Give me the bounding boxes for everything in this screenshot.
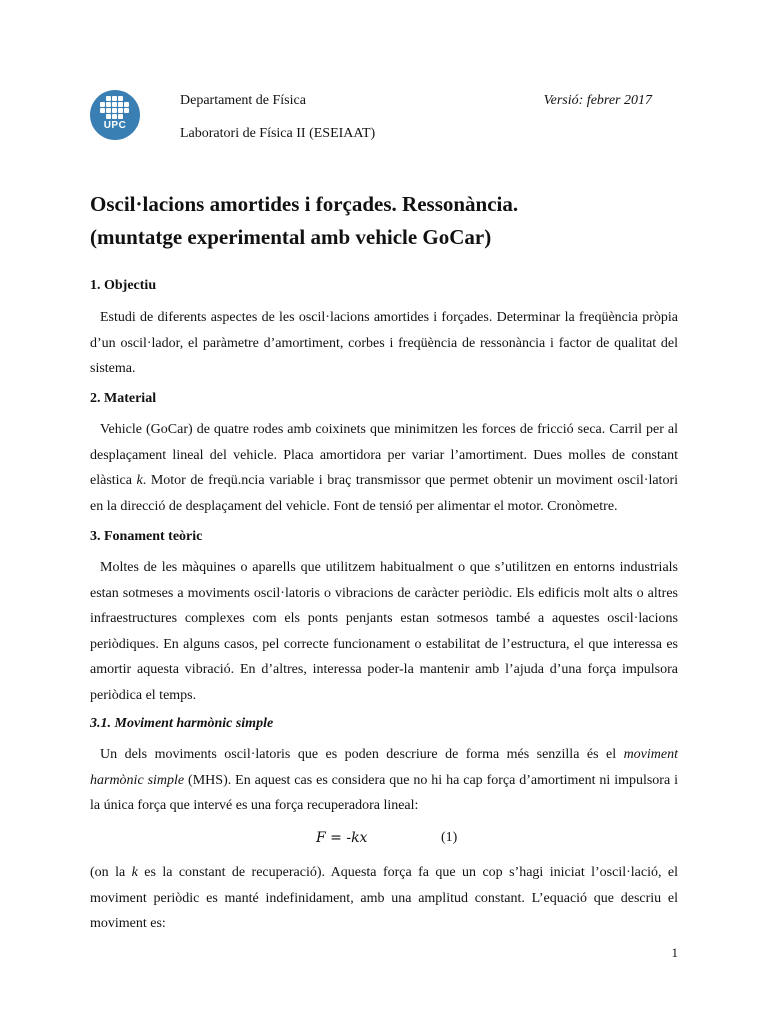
equation-1: F = -kx	[316, 830, 368, 846]
department-name: Departament de Física	[180, 93, 306, 108]
section-3-paragraph: Moltes de les màquines o aparells que utilitzem habitualment o que s’utilitzen en entorns industrials estan sotmeses a moviments oscil·latoris o vibracions de caràcter periòdic. Els edificis molt alts o altres infraestructures complexes com els ponts penjants estan sotmesos també a aquestes oscil·lacions periòdiques. En alguns casos, pel correcte funcionament o estabilitat de l’estructura, el que interessa es amortir aquesta vibració. En d’altres, interessa poder-la mantenir amb l’ajuda d’una força impulsora periòdica el temps.	[90, 560, 678, 703]
after-equation-paragraph: (on la k es la constant de recuperació). Aquesta força fa que un cop s’hagi iniciat l’oscil·lació, el moviment periòdic es manté indefinidament, amb una amplitud constant. L’equació que descriu el moviment es:	[90, 865, 679, 931]
document-title-line1: Oscil·lacions amortides i forçades. Ressonància.	[90, 192, 519, 216]
upc-logo	[90, 90, 140, 140]
equation-number: (1)	[441, 830, 458, 845]
section-1-heading: 1. Objectiu	[90, 278, 157, 293]
version-label: Versió: febrer 2017	[543, 93, 652, 108]
mhs-term: moviment harmònic simple	[90, 747, 678, 788]
logo-dot-grid	[100, 96, 130, 120]
section-2-paragraph: Vehicle (GoCar) de quatre rodes amb coixinets que minimitzen les forces de fricció seca. Carril per al desplaçament lineal del vehicle. Placa amortidora per variar l’amortiment. Dues molles de constant elàstica k. Motor de freqü.ncia variable i braç transmissor que permet obtenir un moviment oscil·latori en la direcció de desplaçament del vehicle. Font de tensió per alimentar el motor. Cronòmetre.	[90, 422, 678, 514]
section-1-paragraph: Estudi de diferents aspectes de les oscil·lacions amortides i forçades. Determinar la freqüència pròpia d’un oscil·lador, el paràmetre d’amortiment, corbes i freqüència de ressonància i factor de qualitat del sistema.	[90, 310, 678, 376]
section-3-1-heading: 3.1. Moviment harmònic simple	[90, 716, 274, 731]
lab-name: Laboratori de Física II (ESEIAAT)	[180, 126, 376, 141]
section-2-heading: 2. Material	[90, 391, 157, 406]
section-3-1-paragraph: Un dels moviments oscil·latoris que es poden descriure de forma més senzilla és el moviment harmònic simple (MHS). En aquest cas es considera que no hi ha cap força d’amortiment ni impulsora i la única força que intervé es una força recuperadora lineal:	[90, 747, 678, 813]
k-symbol: k	[136, 473, 143, 488]
page-number: 1	[671, 945, 678, 960]
section-3-heading: 3. Fonament teòric	[90, 529, 203, 544]
logo-text: UPC	[103, 120, 127, 131]
document-title-line2: (muntatge experimental amb vehicle GoCar)	[90, 225, 492, 249]
